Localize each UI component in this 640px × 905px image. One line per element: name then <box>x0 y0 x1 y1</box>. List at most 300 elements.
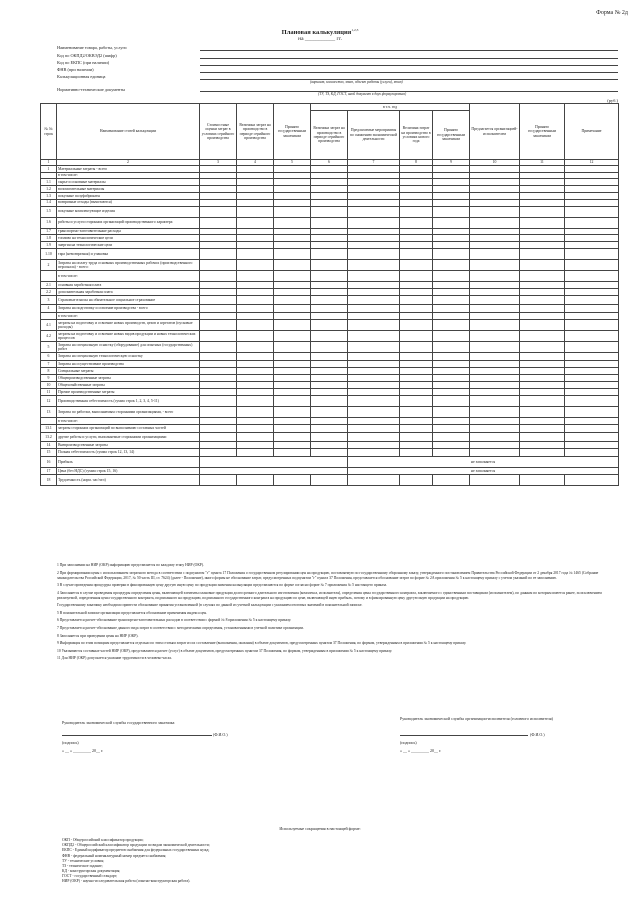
value-cell[interactable] <box>400 185 433 192</box>
value-cell[interactable] <box>237 448 274 457</box>
value-cell[interactable] <box>348 166 400 173</box>
value-cell[interactable] <box>400 289 433 296</box>
value-cell[interactable] <box>237 395 274 406</box>
value-cell[interactable] <box>200 192 237 199</box>
value-cell[interactable] <box>565 406 619 417</box>
value-cell[interactable] <box>237 406 274 417</box>
value-cell[interactable] <box>274 424 311 433</box>
value-cell[interactable] <box>400 448 433 457</box>
value-cell[interactable] <box>433 166 470 173</box>
value-cell[interactable] <box>520 382 565 389</box>
value-cell[interactable] <box>400 388 433 395</box>
value-cell[interactable] <box>200 395 237 406</box>
value-cell[interactable] <box>311 388 348 395</box>
value-cell[interactable] <box>520 448 565 457</box>
value-cell[interactable] <box>433 271 470 282</box>
value-cell[interactable] <box>400 206 433 217</box>
value-cell[interactable] <box>565 448 619 457</box>
value-cell[interactable] <box>200 179 237 186</box>
value-cell[interactable] <box>200 368 237 375</box>
value-cell[interactable] <box>348 313 400 320</box>
value-cell[interactable] <box>200 433 237 442</box>
value-cell[interactable] <box>520 304 565 313</box>
value-cell[interactable] <box>433 282 470 289</box>
value-cell[interactable] <box>237 319 274 330</box>
value-cell[interactable] <box>565 235 619 242</box>
value-cell[interactable] <box>311 313 348 320</box>
value-cell[interactable] <box>348 475 400 486</box>
value-cell[interactable] <box>274 179 311 186</box>
value-cell[interactable] <box>200 296 237 305</box>
value-cell[interactable] <box>433 206 470 217</box>
value-cell[interactable] <box>274 382 311 389</box>
value-cell[interactable] <box>348 249 400 260</box>
value-cell[interactable] <box>237 199 274 206</box>
value-cell[interactable] <box>433 192 470 199</box>
value-cell[interactable] <box>565 199 619 206</box>
value-cell[interactable] <box>274 260 311 271</box>
value-cell[interactable] <box>200 206 237 217</box>
value-cell[interactable] <box>433 341 470 352</box>
value-cell[interactable] <box>348 260 400 271</box>
value-cell[interactable] <box>433 448 470 457</box>
value-cell[interactable] <box>200 330 237 341</box>
value-cell[interactable] <box>274 475 311 486</box>
value-cell[interactable] <box>311 271 348 282</box>
value-cell[interactable] <box>348 304 400 313</box>
value-cell[interactable] <box>274 249 311 260</box>
value-cell[interactable] <box>520 166 565 173</box>
value-cell[interactable] <box>237 217 274 228</box>
value-cell[interactable] <box>348 382 400 389</box>
value-cell[interactable] <box>311 260 348 271</box>
value-cell[interactable] <box>200 417 237 424</box>
value-cell[interactable] <box>470 330 520 341</box>
value-cell[interactable] <box>237 282 274 289</box>
value-cell[interactable] <box>520 361 565 368</box>
value-cell[interactable] <box>348 441 400 448</box>
value-cell[interactable] <box>348 395 400 406</box>
value-cell[interactable] <box>348 192 400 199</box>
value-cell[interactable] <box>311 242 348 249</box>
value-cell[interactable] <box>200 282 237 289</box>
value-cell[interactable] <box>237 304 274 313</box>
value-cell[interactable] <box>470 361 520 368</box>
value-cell[interactable] <box>237 166 274 173</box>
value-cell[interactable] <box>470 192 520 199</box>
value-cell[interactable] <box>348 433 400 442</box>
value-cell[interactable] <box>348 330 400 341</box>
value-cell[interactable] <box>433 217 470 228</box>
value-cell[interactable] <box>237 235 274 242</box>
value-cell[interactable] <box>520 217 565 228</box>
value-cell[interactable] <box>311 192 348 199</box>
value-cell[interactable] <box>400 361 433 368</box>
value-cell[interactable] <box>311 330 348 341</box>
value-cell[interactable] <box>520 388 565 395</box>
value-cell[interactable] <box>565 249 619 260</box>
value-cell[interactable] <box>565 282 619 289</box>
value-cell[interactable] <box>348 185 400 192</box>
value-cell[interactable] <box>200 457 348 468</box>
value-cell[interactable] <box>400 260 433 271</box>
value-cell[interactable] <box>348 179 400 186</box>
value-cell[interactable] <box>470 352 520 361</box>
value-cell[interactable] <box>400 441 433 448</box>
value-cell[interactable] <box>237 313 274 320</box>
value-cell[interactable] <box>470 228 520 235</box>
value-cell[interactable] <box>311 228 348 235</box>
value-cell[interactable] <box>348 242 400 249</box>
value-cell[interactable] <box>274 417 311 424</box>
value-cell[interactable] <box>311 406 348 417</box>
value-cell[interactable] <box>348 235 400 242</box>
value-cell[interactable] <box>311 375 348 382</box>
value-cell[interactable] <box>274 341 311 352</box>
value-cell[interactable] <box>400 417 433 424</box>
value-cell[interactable] <box>433 235 470 242</box>
value-cell[interactable] <box>433 417 470 424</box>
value-cell[interactable] <box>470 417 520 424</box>
value-cell[interactable] <box>200 424 237 433</box>
value-cell[interactable] <box>200 441 237 448</box>
value-cell[interactable] <box>311 217 348 228</box>
value-cell[interactable] <box>433 375 470 382</box>
value-cell[interactable] <box>565 304 619 313</box>
value-cell[interactable] <box>433 313 470 320</box>
value-cell[interactable] <box>400 319 433 330</box>
value-cell[interactable] <box>200 217 237 228</box>
value-cell[interactable] <box>348 341 400 352</box>
value-cell[interactable] <box>237 179 274 186</box>
value-cell[interactable] <box>520 179 565 186</box>
value-cell[interactable] <box>311 282 348 289</box>
value-cell[interactable] <box>565 417 619 424</box>
value-cell[interactable] <box>311 433 348 442</box>
value-cell[interactable] <box>470 199 520 206</box>
value-cell[interactable] <box>348 206 400 217</box>
value-cell[interactable] <box>274 361 311 368</box>
value-cell[interactable] <box>433 228 470 235</box>
value-cell[interactable] <box>400 282 433 289</box>
value-cell[interactable] <box>470 395 520 406</box>
value-cell[interactable] <box>520 242 565 249</box>
value-cell[interactable] <box>274 271 311 282</box>
value-cell[interactable] <box>470 313 520 320</box>
value-cell[interactable] <box>237 475 274 486</box>
value-cell[interactable] <box>433 361 470 368</box>
value-cell[interactable] <box>470 249 520 260</box>
value-cell[interactable] <box>200 289 237 296</box>
value-cell[interactable] <box>348 368 400 375</box>
value-cell[interactable] <box>311 166 348 173</box>
value-cell[interactable] <box>237 330 274 341</box>
value-cell[interactable] <box>470 406 520 417</box>
value-cell[interactable] <box>470 388 520 395</box>
value-cell[interactable] <box>274 375 311 382</box>
value-cell[interactable] <box>520 475 565 486</box>
value-cell[interactable] <box>348 199 400 206</box>
value-cell[interactable] <box>565 375 619 382</box>
value-cell[interactable] <box>400 249 433 260</box>
value-cell[interactable] <box>200 235 237 242</box>
value-cell[interactable] <box>565 271 619 282</box>
value-cell[interactable] <box>400 341 433 352</box>
value-cell[interactable] <box>311 179 348 186</box>
value-cell[interactable] <box>200 382 237 389</box>
value-cell[interactable] <box>565 242 619 249</box>
value-cell[interactable] <box>200 313 237 320</box>
value-cell[interactable] <box>565 289 619 296</box>
value-cell[interactable] <box>311 199 348 206</box>
value-cell[interactable] <box>470 179 520 186</box>
value-cell[interactable] <box>200 271 237 282</box>
value-cell[interactable] <box>400 313 433 320</box>
value-cell[interactable] <box>311 441 348 448</box>
value-cell[interactable] <box>470 271 520 282</box>
value-cell[interactable] <box>348 406 400 417</box>
value-cell[interactable] <box>400 475 433 486</box>
value-cell[interactable] <box>400 242 433 249</box>
value-cell[interactable] <box>400 235 433 242</box>
value-cell[interactable] <box>237 206 274 217</box>
value-cell[interactable] <box>470 382 520 389</box>
value-cell[interactable] <box>274 199 311 206</box>
value-cell[interactable] <box>400 217 433 228</box>
value-cell[interactable] <box>200 375 237 382</box>
value-cell[interactable] <box>565 475 619 486</box>
value-cell[interactable] <box>520 192 565 199</box>
value-cell[interactable] <box>433 199 470 206</box>
value-cell[interactable] <box>400 179 433 186</box>
value-cell[interactable] <box>520 433 565 442</box>
value-cell[interactable] <box>400 375 433 382</box>
value-cell[interactable] <box>274 330 311 341</box>
value-cell[interactable] <box>274 433 311 442</box>
value-cell[interactable] <box>348 271 400 282</box>
value-cell[interactable] <box>400 368 433 375</box>
value-cell[interactable] <box>348 217 400 228</box>
value-cell[interactable] <box>565 166 619 173</box>
value-cell[interactable] <box>274 395 311 406</box>
value-cell[interactable] <box>520 368 565 375</box>
value-cell[interactable] <box>348 417 400 424</box>
value-cell[interactable] <box>274 217 311 228</box>
value-cell[interactable] <box>200 304 237 313</box>
value-cell[interactable] <box>311 361 348 368</box>
value-cell[interactable] <box>311 289 348 296</box>
value-cell[interactable] <box>348 228 400 235</box>
value-cell[interactable] <box>237 249 274 260</box>
value-cell[interactable] <box>274 368 311 375</box>
value-cell[interactable] <box>400 166 433 173</box>
value-cell[interactable] <box>237 341 274 352</box>
value-cell[interactable] <box>311 448 348 457</box>
value-cell[interactable] <box>237 441 274 448</box>
value-cell[interactable] <box>565 395 619 406</box>
value-cell[interactable] <box>433 352 470 361</box>
value-cell[interactable] <box>520 395 565 406</box>
value-cell[interactable] <box>433 388 470 395</box>
value-cell[interactable] <box>520 375 565 382</box>
value-cell[interactable] <box>520 282 565 289</box>
value-cell[interactable] <box>237 417 274 424</box>
value-cell[interactable] <box>433 441 470 448</box>
value-cell[interactable] <box>433 368 470 375</box>
value-cell[interactable] <box>470 242 520 249</box>
value-cell[interactable] <box>274 448 311 457</box>
value-cell[interactable] <box>200 185 237 192</box>
value-cell[interactable] <box>348 319 400 330</box>
value-cell[interactable] <box>565 217 619 228</box>
value-cell[interactable] <box>274 319 311 330</box>
value-cell[interactable] <box>237 352 274 361</box>
value-cell[interactable] <box>433 433 470 442</box>
value-cell[interactable] <box>274 282 311 289</box>
value-cell[interactable] <box>237 260 274 271</box>
value-cell[interactable] <box>200 228 237 235</box>
value-cell[interactable] <box>311 382 348 389</box>
value-cell[interactable] <box>348 361 400 368</box>
value-cell[interactable] <box>400 395 433 406</box>
value-cell[interactable] <box>400 352 433 361</box>
value-cell[interactable] <box>237 433 274 442</box>
value-cell[interactable] <box>470 166 520 173</box>
value-cell[interactable] <box>311 249 348 260</box>
value-cell[interactable] <box>311 417 348 424</box>
value-cell[interactable] <box>200 166 237 173</box>
value-cell[interactable] <box>520 289 565 296</box>
value-cell[interactable] <box>200 448 237 457</box>
value-cell[interactable] <box>433 296 470 305</box>
value-cell[interactable] <box>311 296 348 305</box>
value-cell[interactable] <box>237 192 274 199</box>
value-cell[interactable] <box>470 282 520 289</box>
value-cell[interactable] <box>274 441 311 448</box>
value-cell[interactable] <box>200 260 237 271</box>
value-cell[interactable] <box>565 260 619 271</box>
value-cell[interactable] <box>400 433 433 442</box>
value-cell[interactable] <box>565 352 619 361</box>
value-cell[interactable] <box>433 304 470 313</box>
value-cell[interactable] <box>565 319 619 330</box>
value-cell[interactable] <box>311 395 348 406</box>
value-cell[interactable] <box>274 242 311 249</box>
value-cell[interactable] <box>237 368 274 375</box>
value-cell[interactable] <box>520 313 565 320</box>
value-cell[interactable] <box>433 319 470 330</box>
value-cell[interactable] <box>520 206 565 217</box>
value-cell[interactable] <box>565 388 619 395</box>
value-cell[interactable] <box>520 249 565 260</box>
value-cell[interactable] <box>433 185 470 192</box>
value-cell[interactable] <box>433 249 470 260</box>
value-cell[interactable] <box>433 382 470 389</box>
value-cell[interactable] <box>348 282 400 289</box>
value-cell[interactable] <box>237 185 274 192</box>
value-cell[interactable] <box>200 319 237 330</box>
value-cell[interactable] <box>274 192 311 199</box>
value-cell[interactable] <box>200 199 237 206</box>
value-cell[interactable] <box>520 319 565 330</box>
value-cell[interactable] <box>520 424 565 433</box>
value-cell[interactable] <box>470 296 520 305</box>
value-cell[interactable] <box>400 192 433 199</box>
value-cell[interactable] <box>470 289 520 296</box>
value-cell[interactable] <box>470 433 520 442</box>
value-cell[interactable] <box>311 368 348 375</box>
value-cell[interactable] <box>400 304 433 313</box>
value-cell[interactable] <box>565 179 619 186</box>
value-cell[interactable] <box>311 319 348 330</box>
value-cell[interactable] <box>237 228 274 235</box>
value-cell[interactable] <box>433 242 470 249</box>
value-cell[interactable] <box>400 228 433 235</box>
value-cell[interactable] <box>470 368 520 375</box>
value-cell[interactable] <box>274 304 311 313</box>
value-cell[interactable] <box>470 448 520 457</box>
value-cell[interactable] <box>400 382 433 389</box>
value-cell[interactable] <box>237 424 274 433</box>
value-cell[interactable] <box>348 375 400 382</box>
value-cell[interactable] <box>520 235 565 242</box>
value-cell[interactable] <box>565 361 619 368</box>
value-cell[interactable] <box>311 352 348 361</box>
value-cell[interactable] <box>274 289 311 296</box>
value-cell[interactable] <box>311 424 348 433</box>
value-cell[interactable] <box>470 260 520 271</box>
value-cell[interactable] <box>348 352 400 361</box>
value-cell[interactable] <box>520 330 565 341</box>
value-cell[interactable] <box>274 185 311 192</box>
value-cell[interactable] <box>520 352 565 361</box>
value-cell[interactable] <box>348 289 400 296</box>
value-cell[interactable] <box>274 313 311 320</box>
value-cell[interactable] <box>520 406 565 417</box>
value-cell[interactable] <box>237 382 274 389</box>
value-cell[interactable] <box>311 235 348 242</box>
value-cell[interactable] <box>520 441 565 448</box>
value-cell[interactable] <box>400 406 433 417</box>
value-cell[interactable] <box>348 388 400 395</box>
value-cell[interactable] <box>237 361 274 368</box>
value-cell[interactable] <box>433 424 470 433</box>
value-cell[interactable] <box>400 199 433 206</box>
value-cell[interactable] <box>565 382 619 389</box>
value-cell[interactable] <box>565 368 619 375</box>
value-cell[interactable] <box>470 475 520 486</box>
value-cell[interactable] <box>433 179 470 186</box>
value-cell[interactable] <box>237 296 274 305</box>
value-cell[interactable] <box>311 206 348 217</box>
value-cell[interactable] <box>565 228 619 235</box>
value-cell[interactable] <box>470 235 520 242</box>
value-cell[interactable] <box>565 424 619 433</box>
value-cell[interactable] <box>565 296 619 305</box>
value-cell[interactable] <box>237 388 274 395</box>
value-cell[interactable] <box>433 289 470 296</box>
value-cell[interactable] <box>433 330 470 341</box>
value-cell[interactable] <box>400 296 433 305</box>
value-cell[interactable] <box>237 242 274 249</box>
value-cell[interactable] <box>274 235 311 242</box>
value-cell[interactable] <box>565 441 619 448</box>
value-cell[interactable] <box>311 341 348 352</box>
value-cell[interactable] <box>200 249 237 260</box>
value-cell[interactable] <box>433 406 470 417</box>
value-cell[interactable] <box>470 319 520 330</box>
value-cell[interactable] <box>274 388 311 395</box>
